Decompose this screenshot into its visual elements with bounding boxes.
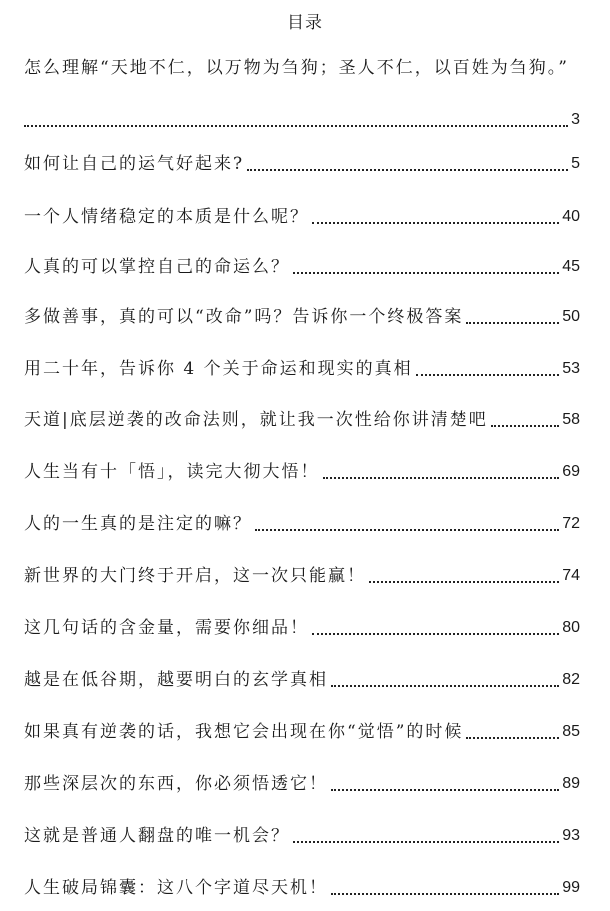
toc-entry-title: 多做善事，真的可以“改命”吗？告诉你一个终极答案 (24, 307, 464, 327)
dot-leader (323, 469, 560, 479)
toc-entry[interactable] (24, 253, 580, 281)
toc-entry-title: 怎么理解“天地不仁，以万物为刍狗；圣人不仁，以百姓为刍狗。” (24, 58, 569, 78)
toc-entry-page: 85 (562, 723, 580, 740)
dot-leader (416, 366, 560, 376)
dot-leader (312, 625, 559, 635)
toc-entry-page: 89 (562, 775, 580, 792)
toc-entry-page: 74 (562, 567, 580, 584)
toc-entry-page: 50 (562, 308, 580, 325)
toc-entry-title: 一个人情绪稳定的本质是什么呢？ (24, 207, 309, 227)
dot-leader (466, 314, 559, 324)
toc-entry-title: 天道|底层逆袭的改命法则，就让我一次性给你讲清楚吧 (24, 410, 488, 430)
toc-entry-page: 99 (562, 879, 580, 896)
toc-entry-page: 80 (562, 619, 580, 636)
toc-entry-page: 53 (562, 360, 580, 377)
toc-entry[interactable] (24, 355, 580, 383)
toc-entry[interactable] (24, 458, 580, 486)
dot-leader (24, 117, 568, 127)
toc-entry[interactable] (24, 666, 580, 694)
toc-entry-title: 这就是普通人翻盘的唯一机会？ (24, 826, 290, 846)
toc-entry-page: 72 (562, 515, 580, 532)
dot-leader (331, 781, 559, 791)
toc-entry-page: 5 (571, 155, 580, 172)
toc-entry-title: 用二十年，告诉你 4 个关于命运和现实的真相 (24, 359, 413, 379)
toc-entry[interactable] (24, 770, 580, 798)
toc-entry-title: 这几句话的含金量，需要你细品！ (24, 618, 309, 638)
dot-leader (491, 417, 559, 427)
toc-entry-title: 人生破局锦囊：这八个字道尽天机！ (24, 878, 328, 898)
toc-entry-page: 58 (562, 411, 580, 428)
dot-leader (293, 833, 559, 843)
toc-entry[interactable] (24, 614, 580, 642)
dot-leader (312, 214, 559, 224)
toc-entry-page: 69 (562, 463, 580, 480)
toc-entry-title: 那些深层次的东西，你必须悟透它！ (24, 774, 328, 794)
toc-entry-title: 人生当有十「悟」，读完大彻大悟！ (24, 462, 320, 482)
toc-entry[interactable] (24, 874, 580, 902)
dot-leader (331, 677, 559, 687)
toc-entry[interactable] (24, 406, 580, 434)
toc-entry-page: 40 (562, 208, 580, 225)
toc-entry-title: 如何让自己的运气好起来? (24, 154, 245, 174)
toc-entry[interactable] (24, 54, 580, 134)
dot-leader (331, 885, 559, 895)
toc-entry[interactable] (24, 510, 580, 538)
toc-entry-title: 越是在低谷期，越要明白的玄学真相 (24, 670, 328, 690)
toc-entry[interactable] (24, 822, 580, 850)
dot-leader (247, 161, 568, 171)
toc-entry-page: 3 (571, 111, 580, 128)
toc-entry-title: 人的一生真的是注定的嘛？ (24, 514, 252, 534)
toc-entry[interactable] (24, 562, 580, 590)
toc-entry[interactable] (24, 718, 580, 746)
toc-entry-title: 新世界的大门终于开启，这一次只能赢！ (24, 566, 366, 586)
toc-entry-page: 93 (562, 827, 580, 844)
toc-entry-title: 如果真有逆袭的话，我想它会出现在你“觉悟”的时候 (24, 722, 464, 742)
page-title: 目录 (287, 13, 323, 33)
dot-leader (466, 729, 559, 739)
toc-entry[interactable] (24, 150, 580, 178)
dot-leader (293, 264, 559, 274)
toc-entry-title: 人真的可以掌控自己的命运么？ (24, 257, 290, 277)
dot-leader (369, 573, 559, 583)
toc-entry[interactable] (24, 203, 580, 231)
toc-entry-page: 45 (562, 258, 580, 275)
dot-leader (255, 521, 559, 531)
toc-entry-page: 82 (562, 671, 580, 688)
toc-entry[interactable] (24, 303, 580, 331)
